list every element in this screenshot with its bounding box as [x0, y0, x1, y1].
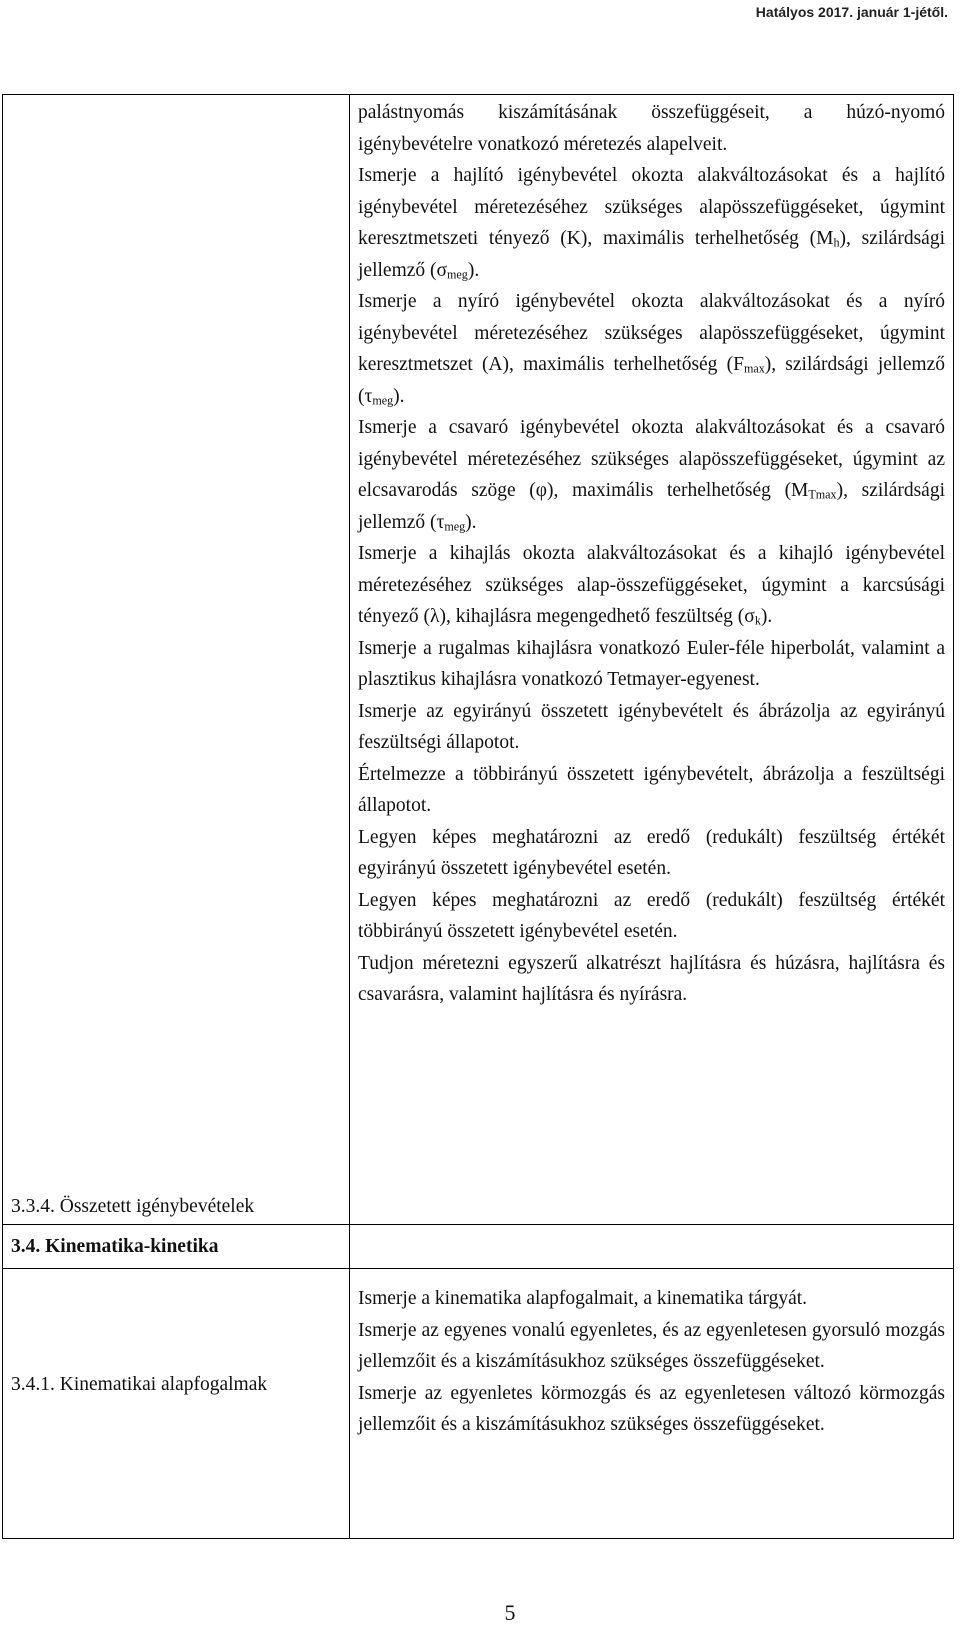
requirement-paragraph: Értelmezze a többirányú összetett igénybevételt, ábrázolja a feszültségi állapotot.	[358, 763, 945, 816]
section-title: 3.4. Kinematika-kinetika	[11, 1235, 219, 1257]
topic-cell-kinematics-kinetics	[3, 1225, 350, 1269]
table-row	[3, 1269, 954, 1539]
subscript: meg	[447, 266, 468, 281]
topic-label: 3.3.4. Összetett igénybevételek	[11, 1195, 255, 1217]
requirement-paragraph: Ismerje a csavaró igénybevétel okozta alakváltozásokat és a csavaró igénybevétel méretezéséhez szükséges alapösszefüggéseket, úgymint az elcsavarodás szöge (φ), maximális terhelhetőség $(M_{Tmax})$, szilárdsági jellemző $(\tau_{meg})$.	[358, 417, 945, 533]
requirements-cell	[350, 95, 954, 1225]
requirement-paragraph: palástnyomás kiszámításának összefüggéseit, a húzó-nyomó igénybevételre vonatkozó méretezés alapelveit.	[358, 102, 945, 155]
subscript: max	[743, 361, 765, 376]
requirement-paragraph: Ismerje a kihajlás okozta alakváltozásokat és a kihajló igénybevétel méretezéséhez szükséges alap-összefüggéseket, úgymint a karcsúsági tényező (λ), kihajlásra megengedhető feszültség $(\sigma_k)$.	[358, 543, 945, 628]
table-row	[3, 95, 954, 1225]
requirements-cell-empty	[350, 1225, 954, 1269]
requirement-paragraph: Ismerje a hajlító igénybevétel okozta alakváltozásokat és a hajlító igénybevétel méretezéséhez szükséges alapösszefüggéseket, úgymint keresztmetszeti tényező (K), maximális terhelhetőség $(M_h)$, szilárdsági jellemző $(\sigma_{meg})$.	[358, 165, 945, 281]
requirement-paragraph: Ismerje a nyíró igénybevétel okozta alakváltozásokat és a nyíró igénybevétel méretezéséhez szükséges alapösszefüggéseket, úgymint keresztmetszet (A), maximális terhelhetőség $(F_{max})$, szilárdsági jellemző $(\tau_{meg})$.	[358, 291, 945, 407]
topic-label: 3.4.1. Kinematikai alapfogalmak	[11, 1374, 268, 1395]
topic-cell-kinematic-basics	[3, 1269, 350, 1539]
syllabus-table	[2, 94, 954, 1539]
topic-cell-composite-loads	[3, 95, 350, 1225]
subscript: k	[754, 613, 761, 628]
requirement-paragraph: Ismerje az egyirányú összetett igénybevételt és ábrázolja az egyirányú feszültségi állapotot.	[358, 700, 945, 753]
requirement-paragraph: Ismerje az egyenes vonalú egyenletes, és az egyenletesen gyorsuló mozgás jellemzőit és a kiszámításukhoz szükséges összefüggéseket.	[358, 1319, 945, 1372]
effective-date-header: Hatályos 2017. január 1-jétől.	[755, 4, 948, 20]
requirement-paragraph: Ismerje a rugalmas kihajlásra vonatkozó Euler-féle hiperbolát, valamint a plasztikus kihajlásra vonatkozó Tetmayer-egyenest.	[358, 637, 945, 690]
subscript: meg	[444, 518, 466, 533]
subscript: Tmax	[808, 487, 837, 502]
table-row	[3, 1225, 954, 1269]
requirement-paragraph: Ismerje az egyenletes körmozgás és az egyenletesen változó körmozgás jellemzőit és a kiszámításukhoz szükséges összefüggéseket.	[358, 1382, 945, 1435]
subscript: meg	[372, 392, 394, 407]
subscript: h	[833, 235, 840, 250]
requirement-paragraph: Legyen képes meghatározni az eredő (redukált) feszültség értékét többirányú összetett igénybevétel esetén.	[358, 889, 945, 942]
requirements-cell	[350, 1269, 954, 1539]
requirement-paragraph: Ismerje a kinematika alapfogalmait, a kinematika tárgyát.	[358, 1288, 808, 1309]
page-number: 5	[504, 1600, 516, 1625]
requirement-paragraph: Legyen képes meghatározni az eredő (redukált) feszültség értékét egyirányú összetett igénybevétel esetén.	[358, 826, 945, 879]
requirement-paragraph: Tudjon méretezni egyszerű alkatrészt hajlításra és húzásra, hajlításra és csavarásra, valamint hajlításra és nyírásra.	[358, 952, 945, 1005]
